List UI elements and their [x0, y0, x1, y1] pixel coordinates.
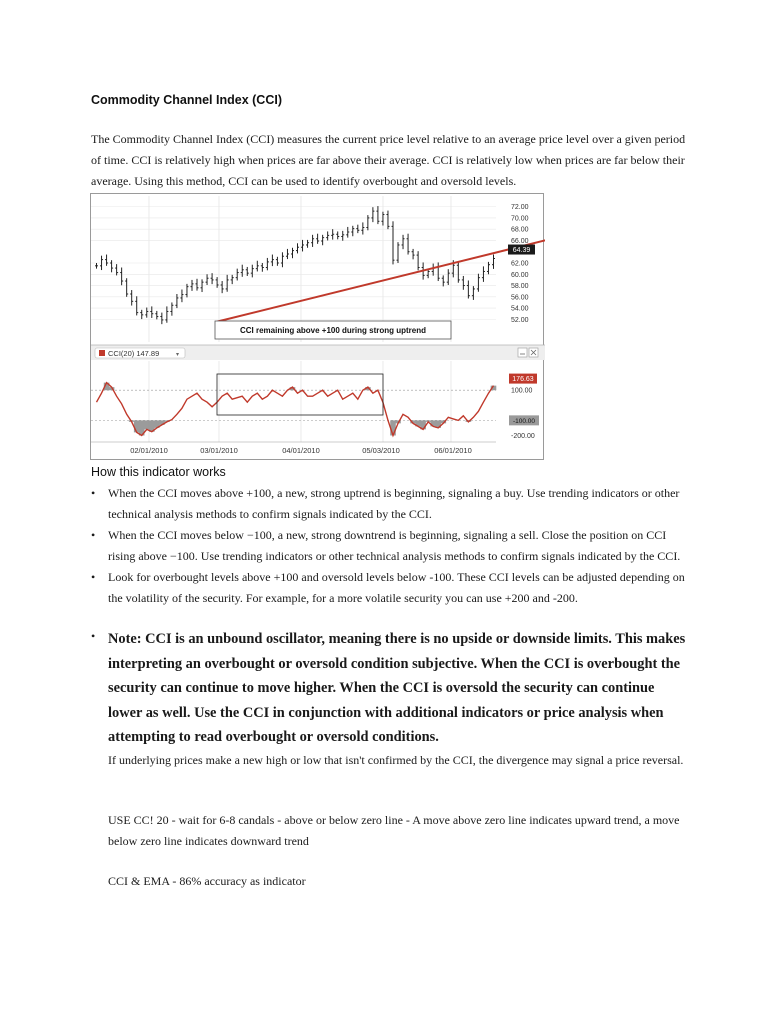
price-bar [206, 274, 209, 285]
price-bar [381, 212, 384, 226]
price-bar [95, 263, 98, 269]
price-bar [442, 275, 445, 286]
price-bar [351, 226, 354, 236]
price-axis-ticks [511, 204, 529, 324]
x-tick-label: 03/01/2010 [200, 446, 238, 455]
price-bar [366, 215, 369, 230]
price-bar [391, 221, 394, 264]
price-bar [346, 227, 349, 238]
price-bar [120, 268, 123, 286]
price-bar [361, 222, 364, 234]
cci-tick-label: 100.00 [511, 387, 533, 395]
price-bar [477, 274, 480, 292]
price-bar [170, 302, 173, 315]
price-bar [316, 234, 319, 244]
price-bar [216, 277, 219, 288]
list-item [91, 525, 691, 567]
price-bar [251, 265, 254, 278]
price-bar [331, 229, 334, 239]
price-tick-label: 68.00 [511, 226, 529, 234]
cci-highlight-box [217, 374, 383, 415]
price-bar [341, 231, 344, 241]
price-bar [185, 284, 188, 298]
price-bar [246, 267, 249, 276]
minimize-icon[interactable] [518, 348, 527, 357]
price-bar [115, 264, 118, 275]
bullet-icon: • [91, 528, 96, 542]
price-bar [226, 275, 229, 292]
price-bar [155, 311, 158, 319]
cci-tick-label: 176.63 [512, 376, 534, 384]
cci-chart-figure [90, 193, 544, 460]
cci-chart-svg [91, 194, 545, 461]
last-price-badge [508, 245, 535, 255]
price-grid [91, 196, 496, 342]
price-bar [286, 249, 289, 259]
price-bars [95, 206, 495, 324]
last-price-label: 64.39 [512, 247, 531, 255]
price-bar [241, 265, 244, 277]
price-bar [125, 278, 128, 297]
list-item [91, 483, 691, 525]
price-bar [105, 255, 108, 266]
price-bar [196, 279, 199, 291]
price-bar [402, 235, 405, 249]
document-title: Commodity Channel Index (CCI) [91, 93, 282, 107]
intro-paragraph: The Commodity Channel Index (CCI) measures the current price level relative to an average price level over a given period of time. CCI is relatively high when prices are far above their average. CCI is relatively low when prices are far below their average. Using this method, CCI can be used to identify overbought and oversold levels. [91, 132, 686, 188]
list-item [91, 567, 691, 609]
price-bar [397, 242, 400, 263]
cci-tick-label: -200.00 [511, 432, 535, 440]
cci-legend-label: CCI(20) 147.89 [108, 349, 160, 358]
price-tick-label: 70.00 [511, 215, 529, 223]
price-tick-label: 66.00 [511, 237, 529, 245]
x-tick-label: 06/01/2010 [434, 446, 472, 455]
bullet-icon: • [91, 629, 96, 643]
price-bar [492, 255, 495, 269]
price-bar [140, 310, 143, 319]
note-bold-text: Note: CCI is an unbound oscillator, meaning there is no upside or downside limits. This makes interpreting an overbought or oversold condition subjective. When the CCI is overbought the security can continue to move higher. When the CCI is oversold the security can continue lower as well. Use the CCI in conjunction with additional indicators or price analysis when attempting to read overbought or oversold conditions. [108, 631, 686, 746]
price-bar [311, 235, 314, 247]
x-tick-label: 05/03/2010 [362, 446, 400, 455]
price-bar [432, 264, 435, 276]
note-followup-text: If underlying prices make a new high or low that isn't confirmed by the CCI, the divergence may signal a price reversal. [108, 752, 684, 767]
price-bar [291, 248, 294, 258]
price-bar [175, 294, 178, 308]
x-tick-label: 02/01/2010 [130, 446, 168, 455]
price-bar [321, 235, 324, 245]
price-tick-label: 58.00 [511, 283, 529, 291]
bullet-text: When the CCI moves above +100, a new, strong uptrend is beginning, signaling a buy. Use trending indicators or other technical analysis methods to confirm signals indicated by the CCI. [108, 486, 680, 521]
price-bar [376, 206, 379, 224]
cci-legend[interactable] [95, 348, 185, 358]
price-bar [407, 234, 410, 255]
annotation-box [215, 321, 451, 339]
price-bar [417, 251, 420, 270]
bullet-list [91, 483, 691, 609]
tip-paragraph-1: USE CC! 20 - wait for 6-8 candals - above or below zero line - A move above zero line indicates upward trend, a move below zero line indicates downward trend [108, 813, 680, 848]
price-tick-label: 52.00 [511, 316, 529, 324]
price-bar [386, 211, 389, 230]
price-bar [296, 243, 299, 253]
price-tick-label: 62.00 [511, 260, 529, 268]
price-bar [306, 240, 309, 248]
bullet-text: Look for overbought levels above +100 and oversold levels below -100. These CCI levels can be adjusted depending on the volatility of the security. For example, for a more volatile security you can use +200 and -200. [108, 570, 685, 605]
price-bar [135, 296, 138, 315]
price-bar [281, 252, 284, 267]
tip-paragraph-2: CCI & EMA - 86% accuracy as indicator [108, 874, 306, 888]
x-tick-label: 04/01/2010 [282, 446, 320, 455]
price-bar [472, 286, 475, 300]
x-axis-ticks [130, 446, 472, 455]
price-tick-label: 72.00 [511, 204, 529, 212]
price-tick-label: 56.00 [511, 294, 529, 302]
price-bar [326, 231, 329, 240]
price-tick-label: 60.00 [511, 271, 529, 279]
note-block [91, 627, 691, 771]
bullet-icon: • [91, 570, 96, 584]
price-bar [160, 313, 163, 325]
price-bar [276, 257, 279, 266]
price-bar [180, 289, 183, 302]
price-bar [130, 290, 133, 306]
price-bar [165, 306, 168, 322]
section-heading: How this indicator works [91, 465, 226, 479]
cci-axis-ticks [509, 374, 539, 440]
price-bar [221, 281, 224, 293]
annotation-label: CCI remaining above +100 during strong uptrend [239, 326, 427, 335]
bullet-icon: • [91, 486, 96, 500]
price-bar [437, 262, 440, 281]
cci-tick-label: -100.00 [512, 417, 536, 425]
price-bar [371, 207, 374, 222]
price-bar [145, 308, 148, 318]
price-bar [231, 275, 234, 284]
price-bar [110, 260, 113, 272]
price-bar [457, 262, 460, 282]
price-bar [266, 258, 269, 270]
price-bar [256, 261, 259, 272]
price-bar [336, 231, 339, 239]
price-bar [412, 249, 415, 259]
price-bar [462, 276, 465, 290]
price-bar [487, 262, 490, 274]
price-tick-label: 54.00 [511, 305, 529, 313]
price-bar [261, 263, 264, 272]
bullet-text: When the CCI moves below −100, a new, strong downtrend is beginning, signaling a sell. Close the position on CCI rising above −100. Use trending indicators or other technical analysis methods to confirm signals indicated by the CCI. [108, 528, 681, 563]
price-bar [301, 240, 304, 252]
price-bar [447, 269, 450, 285]
price-bar [211, 273, 214, 284]
legend-dropdown-icon[interactable]: ▾ [176, 352, 180, 358]
price-bar [467, 280, 470, 298]
price-bar [271, 255, 274, 267]
